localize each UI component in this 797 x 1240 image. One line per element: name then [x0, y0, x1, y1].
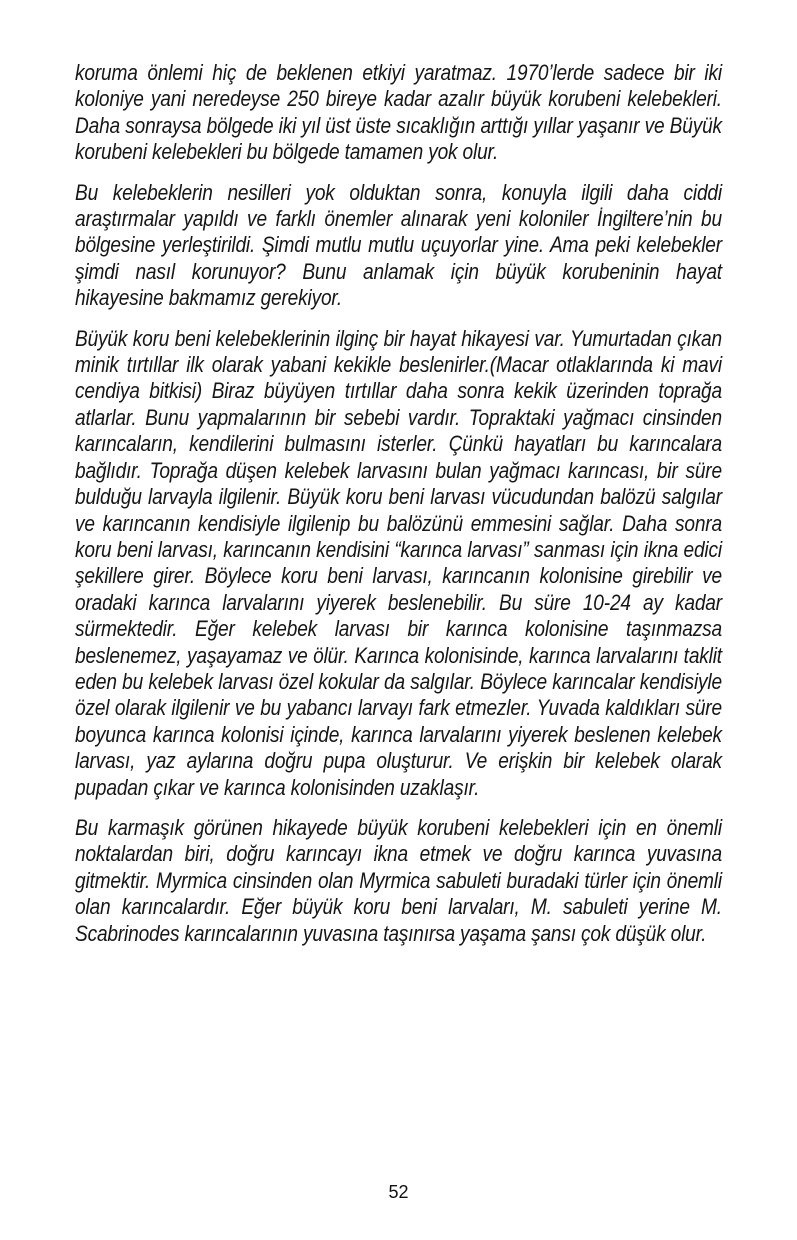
paragraph-2: Bu kelebeklerin nesilleri yok olduktan sonra, konuyla ilgili daha ciddi araştırmalar yapıldı ve farklı önemler alınarak yeni koloniler İngiltere’nin bu bölgesine yerleştirildi. Şimdi mutlu mutlu uçuyorlar yine. Ama peki kelebekler şimdi nasıl korunuyor? Bunu anlamak için büyük korubeninin hayat hikayesine bakmamız gerekiyor. [75, 179, 722, 311]
text-block [75, 60, 722, 947]
paragraph-3: Büyük koru beni kelebeklerinin ilginç bir hayat hikayesi var. Yumurtadan çıkan minik tırtıllar ilk olarak yabani kekikle beslenirler.(Macar otlaklarında ki mavi cendiya bitkisi) Biraz büyüyen tırtıllar daha sonra kekik üzerinden toprağa atlarlar. Bunu yapmalarının bir sebebi vardır. Topraktaki yağmacı cinsinden karıncaların, kendilerini bulmasını isterler. Çünkü hayatları bu karıncalara bağlıdır. Toprağa düşen kelebek larvasını bulan yağmacı karıncası, bir süre bulduğu larvayla ilgilenir. Büyük koru beni larvası vücudundan balözü salgılar ve karıncanın kendisiyle ilgilenip bu balözünü emmesini sağlar. Daha sonra koru beni larvası, karıncanın kendisini “karınca larvası” sanması için ikna edici şekillere girer. Böylece koru beni larvası, karıncanın kolonisine girebilir ve oradaki karınca larvalarını yiyerek beslenebilir. Bu süre 10-24 ay kadar sürmektedir. Eğer kelebek larvası bir karınca kolonisine taşınmazsa beslenemez, yaşayamaz ve ölür. Karınca kolonisinde, karınca larvalarını taklit eden bu kelebek larvası özel kokular da salgılar. Böylece karıncalar kendisiyle özel olarak ilgilenir ve bu yabancı larvayı fark etmezler. Yuvada kaldıkları süre boyunca karınca kolonisi içinde, karınca larvalarını yiyerek beslenen kelebek larvası, yaz aylarına doğru pupa oluşturur. Ve erişkin bir kelebek olarak pupadan çıkar ve karınca kolonisinden uzaklaşır. [75, 325, 722, 800]
page-number: 52 [388, 1182, 409, 1202]
paragraph-1: koruma önlemi hiç de beklenen etkiyi yaratmaz. 1970’lerde sadece bir iki koloniye yani neredeyse 250 bireye kadar azalır büyük korubeni kelebekleri. Daha sonraysa bölgede iki yıl üst üste sıcaklığın arttığı yıllar yaşanır ve Büyük korubeni kelebekleri bu bölgede tamamen yok olur. [75, 60, 722, 165]
paragraph-4: Bu karmaşık görünen hikayede büyük korubeni kelebekleri için en önemli noktalardan biri, doğru karıncayı ikna etmek ve doğru karınca yuvasına gitmektir. Myrmica cinsinden olan Myrmica sabuleti buradaki türler için önemli olan karıncalardır. Eğer büyük koru beni larvaları, M. sabuleti yerine M. Scabrinodes karıncalarının yuvasına taşınırsa yaşama şansı çok düşük olur. [75, 814, 722, 946]
